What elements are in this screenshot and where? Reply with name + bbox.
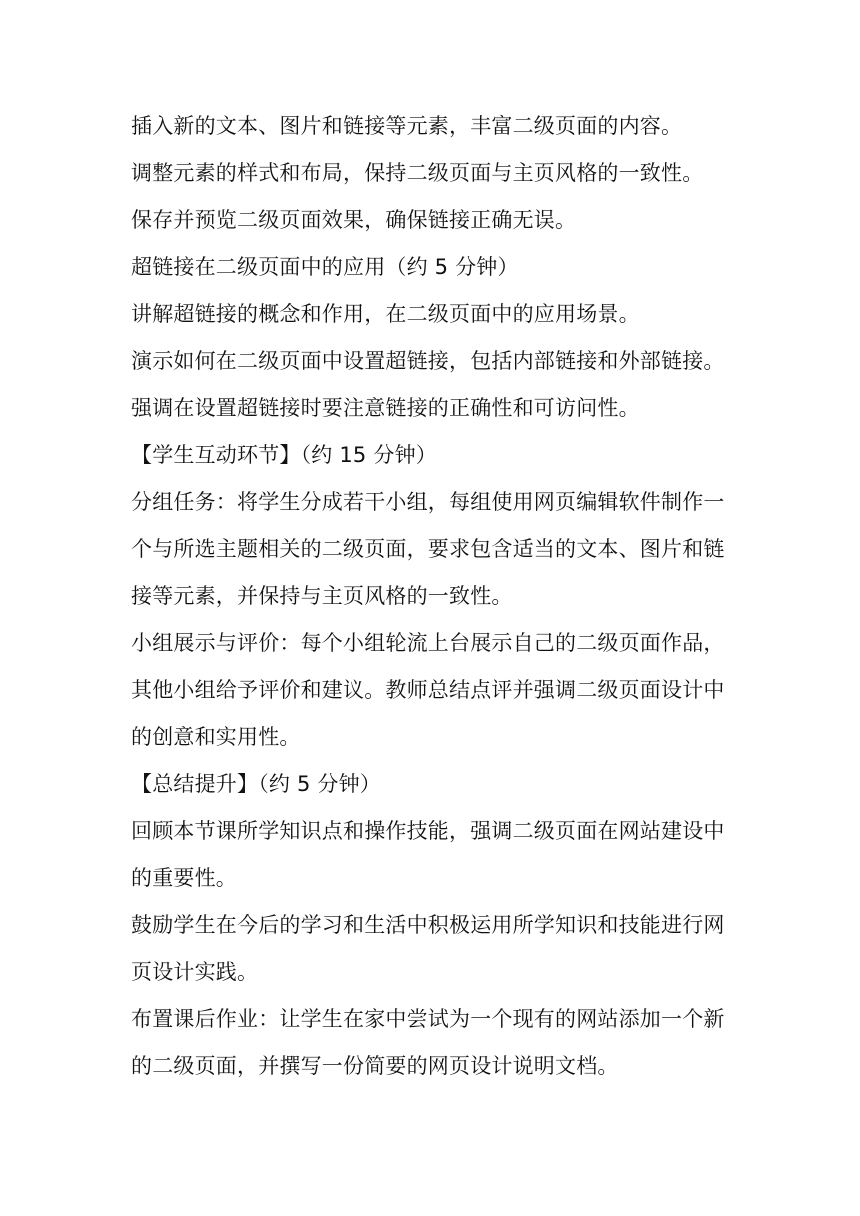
- paragraph-emphasize-correctness: 强调在设置超链接时要注意链接的正确性和可访问性。: [131, 396, 640, 420]
- paragraph-adjust-style: 调整元素的样式和布局，保持二级页面与主页风格的一致性。: [131, 161, 704, 185]
- paragraph-group-presentation: 小组展示与评价：每个小组轮流上台展示自己的二级页面作品，其他小组给予评价和建议。教师总结点评并强调二级页面设计中的创意和实用性。: [131, 631, 725, 749]
- section-heading-hyperlinks: 超链接在二级页面中的应用（约 5 分钟）: [131, 255, 519, 279]
- paragraph-encourage: 鼓励学生在今后的学习和生活中积极运用所学知识和技能进行网页设计实践。: [131, 913, 725, 984]
- paragraph-insert-elements: 插入新的文本、图片和链接等元素，丰富二级页面的内容。: [131, 114, 683, 138]
- paragraph-explain-hyperlinks: 讲解超链接的概念和作用，在二级页面中的应用场景。: [131, 302, 640, 326]
- paragraph-homework: 布置课后作业：让学生在家中尝试为一个现有的网站添加一个新的二级页面，并撰写一份简要的网页设计说明文档。: [131, 1007, 725, 1078]
- paragraph-demo-hyperlinks: 演示如何在二级页面中设置超链接，包括内部链接和外部链接。: [131, 349, 725, 373]
- document-body: [131, 103, 741, 1090]
- section-heading-student-interaction: 【学生互动环节】（约 15 分钟）: [131, 443, 437, 467]
- paragraph-save-preview: 保存并预览二级页面效果，确保链接正确无误。: [131, 208, 577, 232]
- section-heading-summary: 【总结提升】（约 5 分钟）: [131, 772, 382, 796]
- paragraph-review: 回顾本节课所学知识点和操作技能，强调二级页面在网站建设中的重要性。: [131, 819, 725, 890]
- paragraph-group-task: 分组任务：将学生分成若干小组，每组使用网页编辑软件制作一个与所选主题相关的二级页面，要求包含适当的文本、图片和链接等元素，并保持与主页风格的一致性。: [131, 490, 725, 608]
